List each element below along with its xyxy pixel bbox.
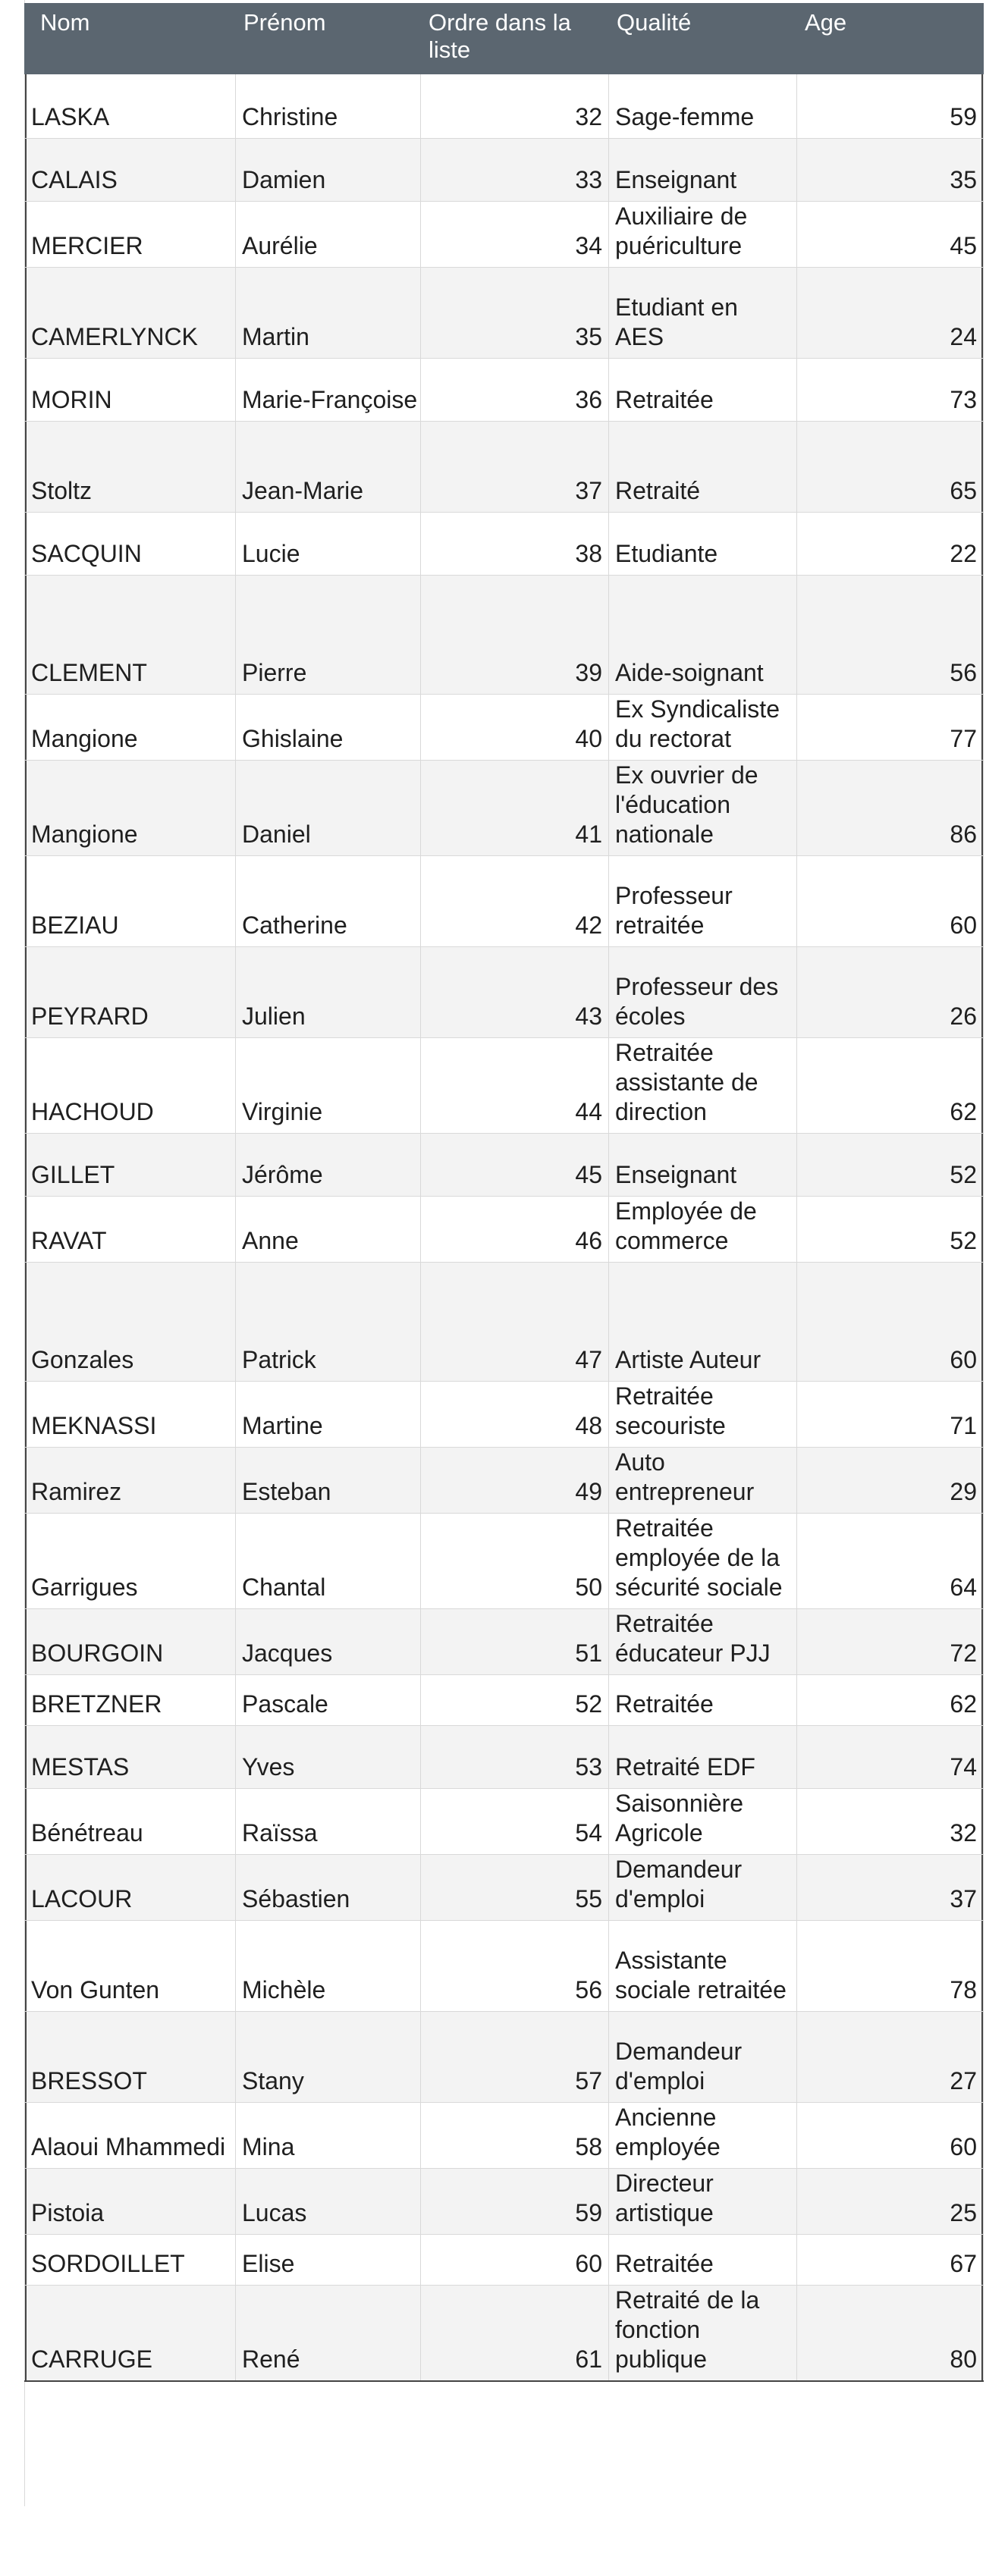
cell-prenom[interactable]: Pierre: [236, 575, 421, 694]
cell-age[interactable]: 80: [797, 2285, 984, 2381]
cell-qualite[interactable]: Etudiant en AES: [609, 267, 797, 358]
cell-nom[interactable]: RAVAT: [25, 1196, 236, 1262]
cell-nom[interactable]: Bénétreau: [25, 1788, 236, 1854]
cell-qualite[interactable]: Demandeur d'emploi: [609, 1854, 797, 1920]
table-row: [25, 138, 984, 201]
cell-age[interactable]: 64: [797, 1513, 984, 1608]
table-row: [25, 2234, 984, 2285]
table-row: [25, 2168, 984, 2234]
cell-prenom[interactable]: Lucas: [236, 2168, 421, 2234]
cell-ordre[interactable]: 47: [421, 1262, 609, 1381]
cell-qualite[interactable]: Aide-soignant: [609, 575, 797, 694]
cell-prenom[interactable]: Jacques: [236, 1608, 421, 1674]
cell-ordre[interactable]: 60: [421, 2234, 609, 2285]
cell-ordre[interactable]: 35: [421, 267, 609, 358]
table-row: [25, 1447, 984, 1513]
cell-prenom[interactable]: Raïssa: [236, 1788, 421, 1854]
cell-nom[interactable]: CLEMENT: [25, 575, 236, 694]
cell-prenom[interactable]: Martin: [236, 267, 421, 358]
table-row: [25, 1037, 984, 1133]
cell-prenom[interactable]: Elise: [236, 2234, 421, 2285]
cell-qualite[interactable]: Etudiante: [609, 512, 797, 575]
cell-ordre[interactable]: 61: [421, 2285, 609, 2381]
cell-ordre[interactable]: 44: [421, 1037, 609, 1133]
cell-prenom[interactable]: Ghislaine: [236, 694, 421, 760]
cell-nom[interactable]: LACOUR: [25, 1854, 236, 1920]
cell-nom[interactable]: Stoltz: [25, 421, 236, 512]
cell-qualite[interactable]: Sage-femme: [609, 74, 797, 138]
cell-ordre[interactable]: 46: [421, 1196, 609, 1262]
table-row: [25, 946, 984, 1037]
cell-ordre[interactable]: 59: [421, 2168, 609, 2234]
candidates-table: [24, 3, 984, 2382]
table-row: [25, 1133, 984, 1196]
cell-qualite[interactable]: Retraitée: [609, 1674, 797, 1725]
header-qualite[interactable]: Qualité: [609, 3, 797, 74]
table-row: [25, 1381, 984, 1447]
cell-prenom[interactable]: Chantal: [236, 1513, 421, 1608]
cell-qualite[interactable]: Professeur des écoles: [609, 946, 797, 1037]
table-row: [25, 575, 984, 694]
cell-prenom[interactable]: Michèle: [236, 1920, 421, 2011]
cell-prenom[interactable]: Virginie: [236, 1037, 421, 1133]
cell-prenom[interactable]: Patrick: [236, 1262, 421, 1381]
table-row: [25, 2011, 984, 2102]
cell-ordre[interactable]: 43: [421, 946, 609, 1037]
table-row: [25, 1725, 984, 1788]
cell-ordre[interactable]: 53: [421, 1725, 609, 1788]
cell-nom[interactable]: Alaoui Mhammedi: [25, 2102, 236, 2168]
cell-ordre[interactable]: 32: [421, 74, 609, 138]
table-row: [25, 1854, 984, 1920]
cell-nom[interactable]: PEYRARD: [25, 946, 236, 1037]
cell-prenom[interactable]: Yves: [236, 1725, 421, 1788]
table-row: [25, 2102, 984, 2168]
cell-age[interactable]: 52: [797, 1133, 984, 1196]
table-row: [25, 2285, 984, 2381]
table-row: [25, 1920, 984, 2011]
cell-prenom[interactable]: Julien: [236, 946, 421, 1037]
cell-age[interactable]: 62: [797, 1037, 984, 1133]
cell-age[interactable]: 32: [797, 1788, 984, 1854]
cell-age[interactable]: 27: [797, 2011, 984, 2102]
table-row: [25, 1513, 984, 1608]
cell-nom[interactable]: BRETZNER: [25, 1674, 236, 1725]
cell-ordre[interactable]: 38: [421, 512, 609, 575]
cell-age[interactable]: 77: [797, 694, 984, 760]
cell-ordre[interactable]: 49: [421, 1447, 609, 1513]
table-header: [25, 3, 984, 74]
cell-qualite[interactable]: Assistante sociale retraitée: [609, 1920, 797, 2011]
table-row: [25, 1788, 984, 1854]
cell-ordre[interactable]: 55: [421, 1854, 609, 1920]
cell-ordre[interactable]: 56: [421, 1920, 609, 2011]
cell-nom[interactable]: BRESSOT: [25, 2011, 236, 2102]
cell-ordre[interactable]: 37: [421, 421, 609, 512]
cell-ordre[interactable]: 45: [421, 1133, 609, 1196]
cell-qualite[interactable]: Directeur artistique: [609, 2168, 797, 2234]
table-row: [25, 1262, 984, 1381]
cell-prenom[interactable]: Stany: [236, 2011, 421, 2102]
cell-age[interactable]: 26: [797, 946, 984, 1037]
table-row: [25, 267, 984, 358]
cell-qualite[interactable]: Ex Syndicaliste du rectorat: [609, 694, 797, 760]
cell-age[interactable]: 62: [797, 1674, 984, 1725]
cell-age[interactable]: 73: [797, 358, 984, 421]
cell-ordre[interactable]: 50: [421, 1513, 609, 1608]
table-body: [25, 74, 984, 2381]
table-row: [25, 1608, 984, 1674]
table-row: [25, 855, 984, 946]
cell-age[interactable]: 22: [797, 512, 984, 575]
table-row: [25, 760, 984, 855]
cell-prenom[interactable]: Anne: [236, 1196, 421, 1262]
cell-prenom[interactable]: Sébastien: [236, 1854, 421, 1920]
cell-ordre[interactable]: 51: [421, 1608, 609, 1674]
cell-age[interactable]: 78: [797, 1920, 984, 2011]
cell-prenom[interactable]: Christine: [236, 74, 421, 138]
cell-ordre[interactable]: 58: [421, 2102, 609, 2168]
cell-ordre[interactable]: 39: [421, 575, 609, 694]
row-gutter: [0, 0, 25, 2506]
cell-nom[interactable]: Garrigues: [25, 1513, 236, 1608]
cell-ordre[interactable]: 41: [421, 760, 609, 855]
cell-ordre[interactable]: 34: [421, 201, 609, 267]
cell-qualite[interactable]: Auxiliaire de puériculture: [609, 201, 797, 267]
cell-qualite[interactable]: Retraitée employée de la sécurité sociale: [609, 1513, 797, 1608]
header-nom[interactable]: Nom: [25, 3, 236, 74]
cell-age[interactable]: 72: [797, 1608, 984, 1674]
cell-nom[interactable]: Pistoia: [25, 2168, 236, 2234]
cell-prenom[interactable]: Mina: [236, 2102, 421, 2168]
cell-age[interactable]: 29: [797, 1447, 984, 1513]
cell-age[interactable]: 65: [797, 421, 984, 512]
cell-prenom[interactable]: Lucie: [236, 512, 421, 575]
cell-nom[interactable]: MESTAS: [25, 1725, 236, 1788]
cell-age[interactable]: 35: [797, 138, 984, 201]
cell-nom[interactable]: GILLET: [25, 1133, 236, 1196]
cell-ordre[interactable]: 42: [421, 855, 609, 946]
cell-nom[interactable]: BOURGOIN: [25, 1608, 236, 1674]
cell-qualite[interactable]: Employée de commerce: [609, 1196, 797, 1262]
cell-ordre[interactable]: 52: [421, 1674, 609, 1725]
header-ordre[interactable]: Ordre dans la liste: [421, 3, 609, 74]
cell-age[interactable]: 56: [797, 575, 984, 694]
header-age[interactable]: Age: [797, 3, 984, 74]
cell-prenom[interactable]: Esteban: [236, 1447, 421, 1513]
cell-nom[interactable]: MEKNASSI: [25, 1381, 236, 1447]
table-row: [25, 201, 984, 267]
cell-age[interactable]: 86: [797, 760, 984, 855]
cell-nom[interactable]: Gonzales: [25, 1262, 236, 1381]
cell-nom[interactable]: CAMERLYNCK: [25, 267, 236, 358]
cell-age[interactable]: 52: [797, 1196, 984, 1262]
cell-qualite[interactable]: Professeur retraitée: [609, 855, 797, 946]
cell-nom[interactable]: LASKA: [25, 74, 236, 138]
cell-ordre[interactable]: 54: [421, 1788, 609, 1854]
cell-ordre[interactable]: 36: [421, 358, 609, 421]
cell-ordre[interactable]: 48: [421, 1381, 609, 1447]
cell-nom[interactable]: Mangione: [25, 760, 236, 855]
cell-prenom[interactable]: Jérôme: [236, 1133, 421, 1196]
cell-nom[interactable]: SACQUIN: [25, 512, 236, 575]
cell-qualite[interactable]: Retraitée secouriste: [609, 1381, 797, 1447]
cell-age[interactable]: 45: [797, 201, 984, 267]
table-row: [25, 694, 984, 760]
cell-qualite[interactable]: Retraité EDF: [609, 1725, 797, 1788]
cell-nom[interactable]: MORIN: [25, 358, 236, 421]
cell-qualite[interactable]: Ex ouvrier de l'éducation nationale: [609, 760, 797, 855]
cell-qualite[interactable]: Demandeur d'emploi: [609, 2011, 797, 2102]
cell-prenom[interactable]: René: [236, 2285, 421, 2381]
cell-qualite[interactable]: Retraitée éducateur PJJ: [609, 1608, 797, 1674]
cell-nom[interactable]: Ramirez: [25, 1447, 236, 1513]
cell-qualite[interactable]: Retraité de la fonction publique: [609, 2285, 797, 2381]
table-row: [25, 421, 984, 512]
table-row: [25, 74, 984, 138]
cell-nom[interactable]: BEZIAU: [25, 855, 236, 946]
cell-age[interactable]: 74: [797, 1725, 984, 1788]
cell-prenom[interactable]: Damien: [236, 138, 421, 201]
cell-qualite[interactable]: Enseignant: [609, 1133, 797, 1196]
cell-qualite[interactable]: Retraitée assistante de direction: [609, 1037, 797, 1133]
cell-age[interactable]: 60: [797, 1262, 984, 1381]
cell-age[interactable]: 71: [797, 1381, 984, 1447]
cell-prenom[interactable]: Marie-Françoise: [236, 358, 421, 421]
cell-age[interactable]: 59: [797, 74, 984, 138]
cell-age[interactable]: 60: [797, 855, 984, 946]
cell-age[interactable]: 60: [797, 2102, 984, 2168]
table-row: [25, 1674, 984, 1725]
table-row: [25, 1196, 984, 1262]
cell-age[interactable]: 37: [797, 1854, 984, 1920]
table-row: [25, 512, 984, 575]
cell-prenom[interactable]: Daniel: [236, 760, 421, 855]
cell-prenom[interactable]: Aurélie: [236, 201, 421, 267]
cell-prenom[interactable]: Pascale: [236, 1674, 421, 1725]
cell-qualite[interactable]: Retraitée: [609, 358, 797, 421]
cell-qualite[interactable]: Artiste Auteur: [609, 1262, 797, 1381]
table-row: [25, 358, 984, 421]
cell-ordre[interactable]: 57: [421, 2011, 609, 2102]
cell-qualite[interactable]: Saisonnière Agricole: [609, 1788, 797, 1854]
cell-age[interactable]: 67: [797, 2234, 984, 2285]
header-row: [25, 3, 984, 74]
cell-age[interactable]: 25: [797, 2168, 984, 2234]
cell-nom[interactable]: HACHOUD: [25, 1037, 236, 1133]
cell-prenom[interactable]: Jean-Marie: [236, 421, 421, 512]
cell-qualite[interactable]: Ancienne employée: [609, 2102, 797, 2168]
cell-qualite[interactable]: Retraité: [609, 421, 797, 512]
cell-ordre[interactable]: 33: [421, 138, 609, 201]
cell-qualite[interactable]: Auto entrepreneur: [609, 1447, 797, 1513]
header-prenom[interactable]: Prénom: [236, 3, 421, 74]
cell-nom[interactable]: MERCIER: [25, 201, 236, 267]
cell-ordre[interactable]: 40: [421, 694, 609, 760]
cell-nom[interactable]: CALAIS: [25, 138, 236, 201]
cell-prenom[interactable]: Catherine: [236, 855, 421, 946]
cell-nom[interactable]: Von Gunten: [25, 1920, 236, 2011]
cell-nom[interactable]: CARRUGE: [25, 2285, 236, 2381]
cell-nom[interactable]: SORDOILLET: [25, 2234, 236, 2285]
cell-age[interactable]: 24: [797, 267, 984, 358]
cell-nom[interactable]: Mangione: [25, 694, 236, 760]
cell-prenom[interactable]: Martine: [236, 1381, 421, 1447]
cell-qualite[interactable]: Retraitée: [609, 2234, 797, 2285]
cell-qualite[interactable]: Enseignant: [609, 138, 797, 201]
